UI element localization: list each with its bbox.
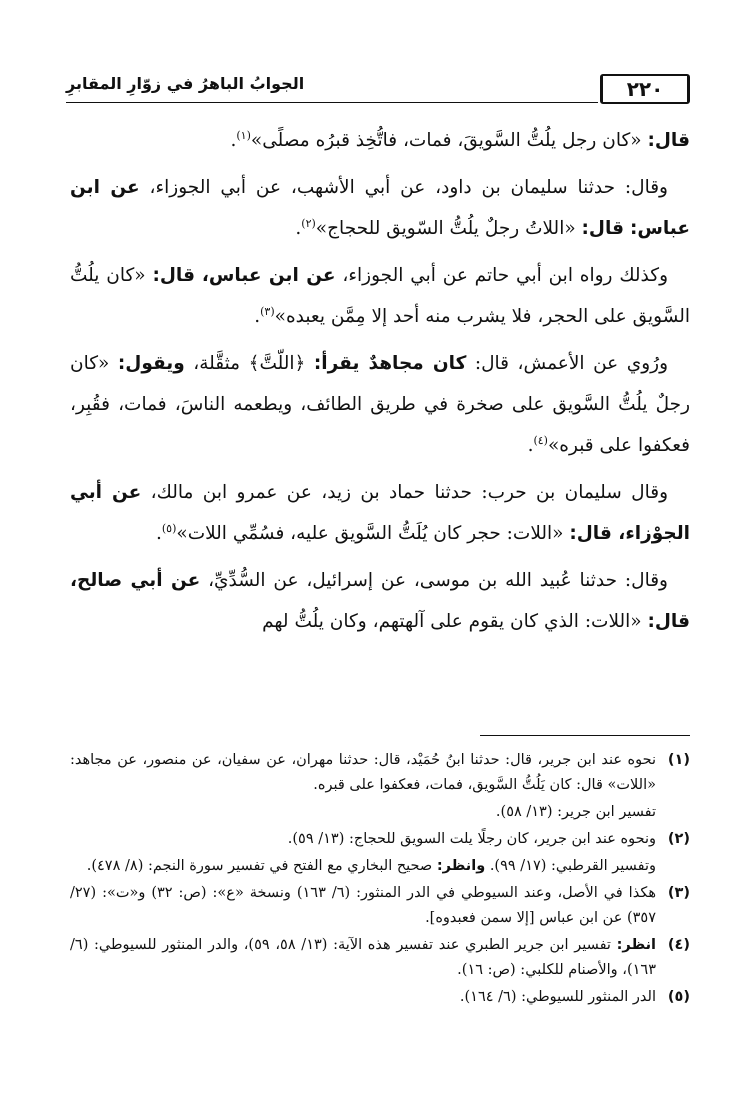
text-run: وقال سليمان بن حرب: حدثنا حماد بن زيد، عن عمرو ابن مالك،: [141, 482, 668, 503]
footnote-number: (١): [667, 752, 690, 768]
text-run: «اللاتُ رجلٌ يلُتُّ السّويق للحجاج»: [315, 218, 582, 239]
text-run: [195, 265, 202, 286]
footnote-4: [70, 933, 690, 983]
paragraph-3: [70, 255, 690, 337]
footnote-separator: [480, 735, 690, 736]
text-run: وقال: حدثنا سليمان بن داود، عن أبي الأشهب، عن أبي الجوزاء،: [139, 177, 668, 198]
text-run: «كان رجل يلُتُّ السَّويقَ، فمات، فاتُّخِذ قبرُه مصلًى»: [250, 130, 648, 151]
footnote-text: ونحوه عند ابن جرير، كان رجلًا يلت السويق للحجاج: (١٣/ ٥٩).: [287, 831, 656, 847]
page-header: [66, 72, 690, 112]
text-run: وكذلك رواه ابن أبي حاتم عن أبي الجوزاء،: [335, 265, 668, 286]
footnote-text: نحوه عند ابن جرير، قال: حدثنا ابنُ حُمَيْد، قال: حدثنا مهران، عن سفيان، عن منصور، عن مجاهد: «اللات» قال: كان يَلُتُّ السَّويق، فمات، فعكفوا على قبره.: [70, 752, 656, 793]
footnote-1: [70, 748, 690, 798]
text-run: وتفسير القرطبي: (١٧/ ٩٩).: [485, 858, 656, 874]
text-run: ورُوي عن الأعمش، قال:: [466, 353, 668, 374]
footnote-number: (٢): [667, 831, 690, 847]
footnote-text: [70, 933, 656, 983]
bold-phrase: انظر:: [616, 937, 656, 953]
bold-phrase: كان مجاهدٌ يقرأ:: [313, 353, 467, 374]
text-run: صحيح البخاري مع الفتح في تفسير سورة النجم: (٨/ ٤٧٨).: [86, 858, 437, 874]
paragraph-5: [70, 472, 690, 554]
page-number: ٢٢٠: [600, 74, 690, 104]
footnote-ref: (٤): [533, 433, 548, 447]
text-run: «كان رجلٌ يلُتُّ السَّويق على صخرة في طريق الطائف، ويطعمه الناسَ، فمات، فقُبِر، فعكفوا على قبره»: [70, 353, 690, 456]
footnote-2: [70, 827, 690, 852]
footnote-ref: (٢): [301, 216, 316, 230]
bold-phrase: قال:: [647, 130, 690, 151]
footnote-number: (٤): [667, 937, 690, 953]
paragraph-2: [70, 167, 690, 249]
text-run: تفسير ابن جرير الطبري عند تفسير هذه الآية: (١٣/ ٥٨، ٥٩)، والدر المنثور للسيوطي: (٦/ ١٦٣)، والأصنام للكلبي: (ص: ١٦).: [70, 937, 656, 978]
bold-phrase: عن أبي صالح، قال:: [70, 570, 690, 632]
bold-phrase: قال:: [581, 218, 625, 239]
text-run: .: [254, 306, 261, 327]
footnote-continuation: تفسير ابن جرير: (١٣/ ٥٨).: [495, 804, 656, 820]
footnote-ref: (٣): [260, 304, 275, 318]
text-run: «اللات: الذي كان يقوم على آلهتهم، وكان يلُتُّ لهم: [262, 611, 648, 632]
text-run: ﴿اللّتَّ﴾ مثقَّلة،: [184, 353, 314, 374]
text-run: .: [230, 130, 237, 151]
bold-phrase: عن أبي الجوْزاء، قال:: [70, 482, 690, 544]
running-title: الجوابُ الباهرُ في زوّارِ المقابرِ: [66, 74, 305, 93]
text-run: «كان يلُتُّ السَّويق على الحجر، فلا يشرب منه أحد إلا مِمَّن يعبده»: [70, 265, 690, 327]
text-run: .: [295, 218, 302, 239]
text-run: .: [527, 435, 534, 456]
footnote-number: (٣): [667, 885, 690, 901]
footnote-ref: (٥): [161, 521, 177, 535]
text-run: .: [155, 523, 162, 544]
paragraph-1: [70, 120, 690, 161]
footnotes: [70, 748, 690, 1012]
text-run: «اللات: حجر كان يُلَتُّ السَّويق عليه، فسُمِّي اللات»: [176, 523, 570, 544]
footnote-ref: (١): [236, 128, 251, 142]
bold-phrase: ويقول:: [117, 353, 185, 374]
bold-phrase: قال:: [152, 265, 195, 286]
header-rule: [66, 102, 598, 103]
footnote-text: الدر المنثور للسيوطي: (٦/ ١٦٤).: [459, 989, 656, 1005]
footnote-5: [70, 985, 690, 1010]
paragraph-6: [70, 560, 690, 642]
footnote-continuation: [70, 854, 690, 879]
text-run: وقال: حدثنا عُبيد الله بن موسى، عن إسرائيل، عن السُّدِّيِّ،: [200, 570, 668, 591]
paragraph-4: [70, 343, 690, 466]
footnote-text: هكذا في الأصل، وعند السيوطي في الدر المنثور: (٦/ ١٦٣) ونسخة «ع»: (ص: ٣٢) و«ت»: (٢٧/ ٣٥٧) عن ابن عباس [إلا سمن فعبدوه].: [70, 885, 656, 926]
footnote-3: [70, 881, 690, 931]
footnote-number: (٥): [667, 989, 690, 1005]
main-text: [70, 120, 690, 648]
bold-phrase: عن ابن عباس:: [70, 177, 690, 239]
bold-phrase: وانظر:: [436, 858, 486, 874]
bold-phrase: عن ابن عباس،: [201, 265, 336, 286]
